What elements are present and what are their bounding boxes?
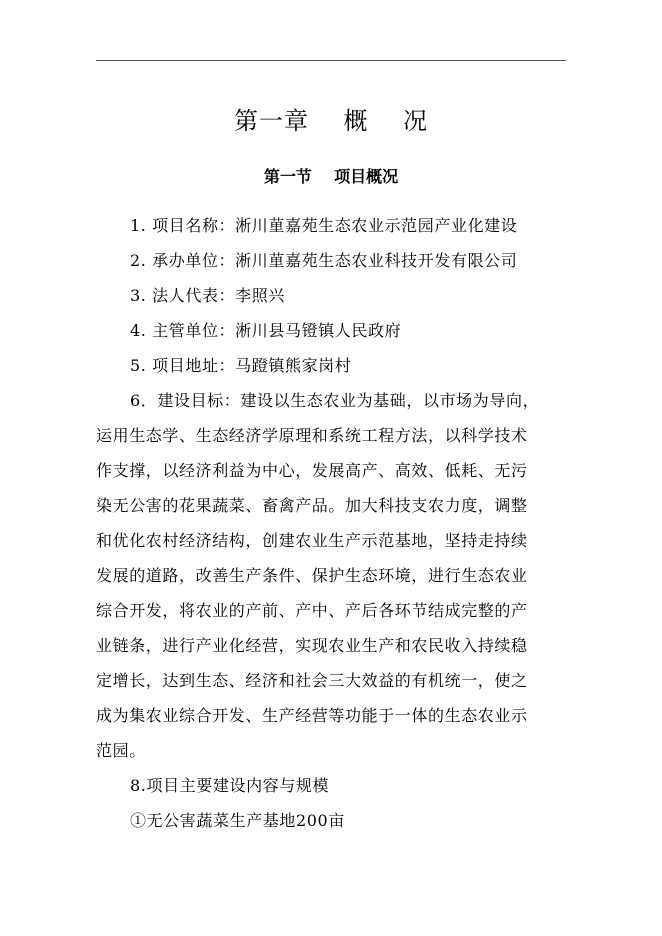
item-value: 李照兴	[235, 286, 285, 305]
item-number: 1.	[130, 216, 147, 235]
scope-heading: 8.项目主要建设内容与规模	[130, 776, 330, 795]
goal-line: 综合开发，将农业的产前、产中、产后各环节结成完整的产	[96, 601, 528, 620]
item-value: 淅川荲嘉苑生态农业科技开发有限公司	[235, 251, 518, 270]
goal-line: 范园。	[96, 741, 146, 760]
item-label: 主管单位：	[152, 321, 236, 340]
section-title: 第一节 项目概况	[263, 167, 399, 186]
item-label: 承办单位：	[152, 251, 236, 270]
item-organizer	[96, 243, 571, 278]
item-value: 马蹬镇熊家岗村	[235, 356, 352, 375]
item-legal-representative	[96, 278, 571, 313]
item-number: 4.	[130, 321, 147, 340]
item-value: 淅川荲嘉苑生态农业示范园产业化建设	[235, 216, 518, 235]
goal-line: 运用生态学、生态经济学原理和系统工程方法，以科学技术	[96, 426, 528, 445]
goal-line: 定增长，达到生态、经济和社会三大效益的有机统一，使之	[96, 671, 528, 690]
goal-line: 染无公害的花果蔬菜、畜禽产品。加大科技支农力度，调整	[96, 496, 528, 515]
item-supervisor	[96, 313, 571, 348]
item-number: 3.	[130, 286, 147, 305]
item-project-address	[96, 348, 571, 383]
goal-line: 作支撑，以经济利益为中心，发展高产、高效、低耗、无污	[96, 461, 528, 480]
item-label: 项目名称：	[152, 216, 236, 235]
goal-line: 业链条，进行产业化经营，实现农业生产和农民收入持续稳	[96, 636, 528, 655]
goal-line: 和优化农村经济结构，创建农业生产示范基地，坚持走持续	[96, 531, 528, 550]
item-value: 淅川县马镫镇人民政府	[235, 321, 402, 340]
item-project-name	[96, 208, 571, 243]
body-text	[96, 208, 571, 838]
chapter-title: 第一章 概 况	[233, 107, 429, 135]
item-label: 项目地址：	[152, 356, 236, 375]
item-label: 法人代表：	[152, 286, 236, 305]
item-number: 5.	[130, 356, 147, 375]
goal-line: 6．建设目标：建设以生态农业为基础，以市场为导向，	[130, 391, 540, 410]
goal-line: 发展的道路，改善生产条件、保护生态环境，进行生态农业	[96, 566, 528, 585]
item-number: 2.	[130, 251, 147, 270]
goal-line: 成为集农业综合开发、生产经营等功能于一体的生态农业示	[96, 706, 528, 725]
header-rule	[96, 60, 566, 61]
scope-item: ①无公害蔬菜生产基地200亩	[130, 811, 345, 830]
